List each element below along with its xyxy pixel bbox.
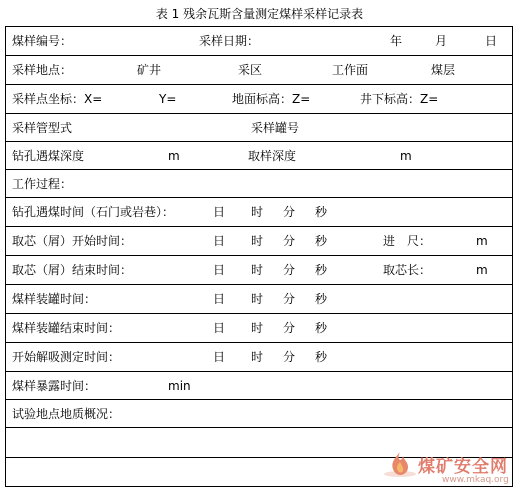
unit-core-length: m bbox=[476, 263, 488, 277]
label-footage: 进 尺： bbox=[383, 234, 432, 248]
row-exposure-time bbox=[6, 372, 512, 400]
row-coal-encounter-time bbox=[6, 198, 512, 227]
unit-exposure-time: min bbox=[168, 379, 191, 393]
label-coord-y: Y= bbox=[159, 92, 177, 106]
watermark bbox=[382, 448, 514, 488]
unit-second: 秒 bbox=[315, 263, 328, 277]
label-coal-depth: 钻孔遇煤深度 bbox=[12, 149, 85, 163]
label-canning-time: 煤样装罐时间： bbox=[12, 292, 97, 306]
label-canning-end-time: 煤样装罐结束时间： bbox=[12, 321, 121, 335]
unit-hour: 时 bbox=[251, 321, 264, 335]
label-coal-seam: 煤层 bbox=[431, 63, 456, 77]
label-mine: 矿井 bbox=[137, 63, 162, 77]
unit-day: 日 bbox=[213, 205, 226, 219]
label-geology-summary: 试验地点地质概况： bbox=[12, 407, 121, 421]
unit-hour: 时 bbox=[251, 350, 264, 364]
label-sampling-depth: 取样深度 bbox=[248, 149, 297, 163]
row-sample-number bbox=[6, 27, 512, 56]
watermark-url: www.mkaq.org bbox=[442, 475, 509, 485]
unit-hour: 时 bbox=[251, 263, 264, 277]
row-sampling-location bbox=[6, 56, 512, 85]
unit-second: 秒 bbox=[315, 292, 328, 306]
label-core-end-time: 取芯（屑）结束时间： bbox=[12, 263, 133, 277]
label-underground-elevation: 井下标高：Z= bbox=[360, 92, 439, 106]
row-core-start-time bbox=[6, 227, 512, 256]
row-core-end-time bbox=[6, 256, 512, 285]
label-year: 年 bbox=[390, 34, 403, 48]
unit-second: 秒 bbox=[315, 350, 328, 364]
row-desorption-start-time bbox=[6, 343, 512, 372]
unit-hour: 时 bbox=[251, 292, 264, 306]
unit-minute: 分 bbox=[283, 205, 296, 219]
label-sampling-date: 采样日期： bbox=[199, 34, 260, 48]
label-sample-number: 煤样编号： bbox=[12, 34, 73, 48]
row-canning-end-time bbox=[6, 314, 512, 343]
label-coord-x: 采样点坐标：X= bbox=[12, 92, 103, 106]
unit-day: 日 bbox=[213, 350, 226, 364]
label-surface-elevation: 地面标高：Z= bbox=[232, 92, 311, 106]
row-tube-type bbox=[6, 114, 512, 142]
unit-hour: 时 bbox=[251, 205, 264, 219]
flame-logo-icon bbox=[382, 450, 418, 478]
label-coal-encounter-time: 钻孔遇煤时间（石门或岩巷）： bbox=[12, 205, 175, 219]
unit-hour: 时 bbox=[251, 234, 264, 248]
sampling-record-table bbox=[5, 26, 513, 487]
unit-minute: 分 bbox=[283, 292, 296, 306]
unit-minute: 分 bbox=[283, 234, 296, 248]
unit-second: 秒 bbox=[315, 205, 328, 219]
unit-coal-depth: m bbox=[168, 149, 180, 163]
row-canning-time bbox=[6, 285, 512, 314]
label-canister-number: 采样罐号 bbox=[251, 121, 300, 135]
unit-day: 日 bbox=[213, 292, 226, 306]
row-geology-summary bbox=[6, 400, 512, 428]
label-sampling-location: 采样地点： bbox=[12, 63, 73, 77]
unit-minute: 分 bbox=[283, 321, 296, 335]
label-core-start-time: 取芯（屑）开始时间： bbox=[12, 234, 133, 248]
unit-second: 秒 bbox=[315, 321, 328, 335]
row-coordinates bbox=[6, 85, 512, 114]
label-exposure-time: 煤样暴露时间： bbox=[12, 379, 97, 393]
label-working-face: 工作面 bbox=[332, 63, 369, 77]
label-tube-type: 采样管型式 bbox=[12, 121, 73, 135]
label-month: 月 bbox=[435, 34, 448, 48]
unit-minute: 分 bbox=[283, 350, 296, 364]
unit-minute: 分 bbox=[283, 263, 296, 277]
table-title: 表 1 残余瓦斯含量测定煤样采样记录表 bbox=[155, 7, 364, 21]
label-work-process: 工作过程： bbox=[12, 177, 73, 191]
row-coal-depth bbox=[6, 142, 512, 170]
unit-sampling-depth: m bbox=[400, 149, 412, 163]
unit-day: 日 bbox=[213, 321, 226, 335]
watermark-brand: 煤矿安全网 bbox=[418, 457, 508, 477]
unit-footage: m bbox=[476, 234, 488, 248]
label-day: 日 bbox=[485, 34, 498, 48]
label-desorption-start-time: 开始解吸测定时间： bbox=[12, 350, 121, 364]
row-work-process bbox=[6, 170, 512, 198]
unit-day: 日 bbox=[213, 234, 226, 248]
label-district: 采区 bbox=[238, 63, 263, 77]
label-core-length: 取芯长： bbox=[383, 263, 432, 277]
unit-day: 日 bbox=[213, 263, 226, 277]
unit-second: 秒 bbox=[315, 234, 328, 248]
